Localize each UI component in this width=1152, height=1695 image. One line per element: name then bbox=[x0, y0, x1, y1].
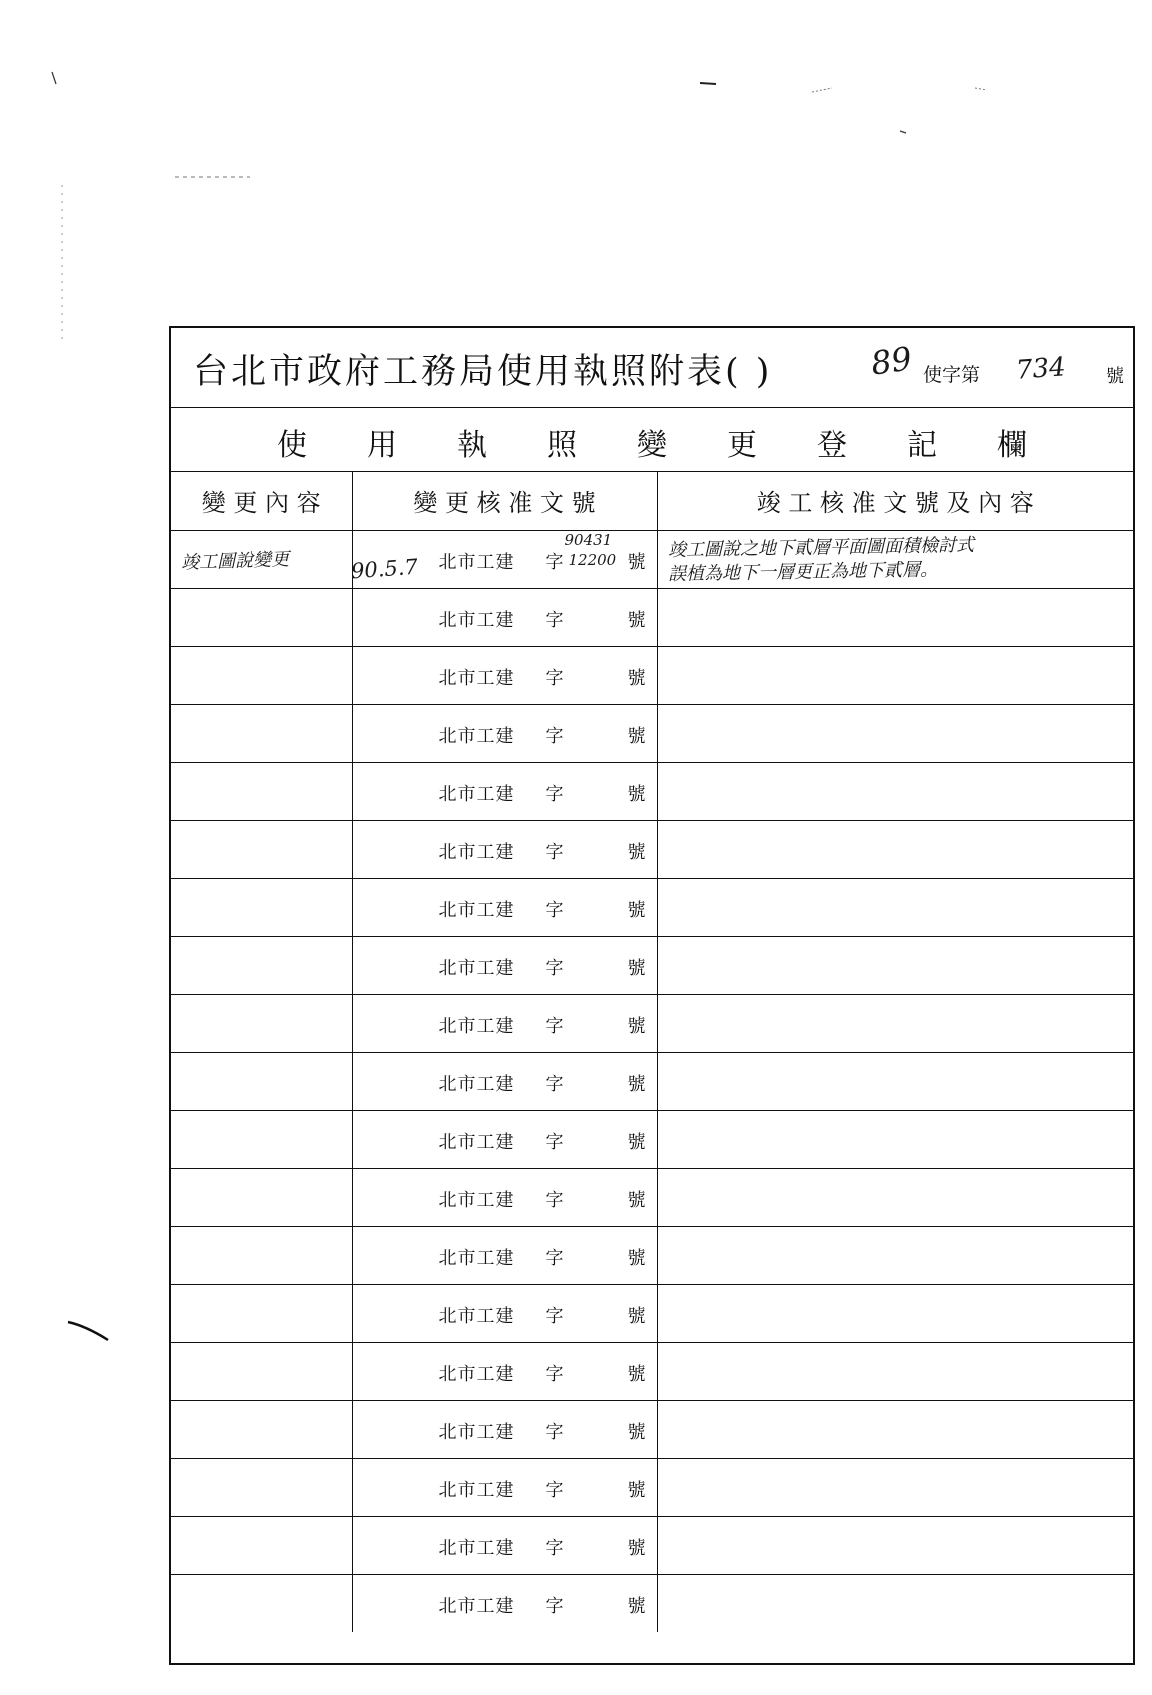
permit-year-handwritten: 89 bbox=[868, 339, 915, 383]
table-row bbox=[171, 1574, 1133, 1632]
completion-content-cell[interactable] bbox=[657, 1400, 1133, 1458]
change-content-cell[interactable] bbox=[171, 1516, 352, 1574]
approval-zi-label: 字 bbox=[545, 1015, 564, 1037]
approval-hao-label: 號 bbox=[627, 1131, 646, 1153]
completion-content-cell[interactable] bbox=[657, 588, 1133, 646]
change-content-cell[interactable] bbox=[171, 820, 352, 878]
approval-number-handwritten-1: 90431 bbox=[564, 530, 613, 549]
approval-office-label: 北市工建 bbox=[438, 1131, 515, 1153]
approval-hao-label: 號 bbox=[627, 551, 646, 573]
approval-number-cell bbox=[352, 704, 657, 762]
section-banner bbox=[171, 408, 1133, 472]
approval-hao-label: 號 bbox=[627, 1015, 646, 1037]
form-title-row bbox=[171, 328, 1133, 408]
change-content-cell[interactable] bbox=[171, 1284, 352, 1342]
approval-hao-label: 號 bbox=[627, 1421, 646, 1443]
header-change-content: 變 更 內 容 bbox=[171, 472, 352, 530]
completion-content-cell[interactable] bbox=[657, 1458, 1133, 1516]
approval-number-cell bbox=[352, 762, 657, 820]
permit-attachment-form bbox=[169, 326, 1135, 1665]
completion-content-cell[interactable] bbox=[657, 1168, 1133, 1226]
approval-office-label: 北市工建 bbox=[438, 725, 515, 747]
change-content-cell[interactable] bbox=[171, 936, 352, 994]
table-row bbox=[171, 994, 1133, 1052]
change-content-cell[interactable] bbox=[171, 588, 352, 646]
approval-number-cell bbox=[352, 1110, 657, 1168]
form-title: 台北市政府工務局使用執照附表( ) bbox=[193, 352, 773, 392]
approval-zi-label: 字 bbox=[545, 1363, 564, 1385]
approval-number-cell bbox=[352, 1516, 657, 1574]
approval-zi-label: 字 bbox=[545, 1073, 564, 1095]
approval-office-label: 北市工建 bbox=[438, 1363, 515, 1385]
change-content-cell[interactable] bbox=[171, 762, 352, 820]
completion-content-cell[interactable] bbox=[657, 994, 1133, 1052]
table-row bbox=[171, 820, 1133, 878]
completion-content-line-2: 誤植為地下一層更正為地下貳層。 bbox=[667, 559, 938, 585]
approval-office-label: 北市工建 bbox=[438, 783, 515, 805]
approval-zi-label: 字 bbox=[545, 609, 564, 631]
completion-content-cell[interactable] bbox=[657, 1516, 1133, 1574]
approval-office-label: 北市工建 bbox=[438, 957, 515, 979]
table-row bbox=[171, 1458, 1133, 1516]
approval-number-cell bbox=[352, 1400, 657, 1458]
completion-content-line-1: 竣工圖說之地下貳層平面圖面積檢討式 bbox=[667, 534, 974, 561]
approval-hao-label: 號 bbox=[627, 899, 646, 921]
table-row bbox=[171, 1052, 1133, 1110]
table-row bbox=[171, 936, 1133, 994]
approval-hao-label: 號 bbox=[627, 1537, 646, 1559]
table-header-row bbox=[171, 472, 1133, 530]
section-banner-label: 使 用 執 照 變 更 登 記 欄 bbox=[277, 428, 1027, 463]
approval-office-label: 北市工建 bbox=[438, 1421, 515, 1443]
change-content-cell[interactable] bbox=[171, 1226, 352, 1284]
completion-content-cell[interactable] bbox=[657, 878, 1133, 936]
completion-content-cell[interactable] bbox=[657, 704, 1133, 762]
approval-office-label: 北市工建 bbox=[438, 1595, 515, 1617]
change-content-cell[interactable] bbox=[171, 1574, 352, 1632]
change-content-cell[interactable] bbox=[171, 1400, 352, 1458]
approval-number-cell bbox=[352, 1458, 657, 1516]
table-row bbox=[171, 646, 1133, 704]
completion-content-cell[interactable] bbox=[657, 1110, 1133, 1168]
approval-office-label: 北市工建 bbox=[438, 1537, 515, 1559]
approval-zi-label: 字 bbox=[545, 1537, 564, 1559]
change-content-cell[interactable] bbox=[171, 878, 352, 936]
completion-content-cell[interactable] bbox=[657, 1284, 1133, 1342]
change-content-cell[interactable] bbox=[171, 1458, 352, 1516]
change-content-cell[interactable] bbox=[171, 1168, 352, 1226]
approval-hao-label: 號 bbox=[627, 1305, 646, 1327]
approval-number-cell bbox=[352, 936, 657, 994]
approval-hao-label: 號 bbox=[627, 1189, 646, 1211]
approval-hao-label: 號 bbox=[627, 725, 646, 747]
approval-zi-label: 字 bbox=[545, 783, 564, 805]
approval-zi-label: 字 bbox=[545, 841, 564, 863]
table-row bbox=[171, 762, 1133, 820]
completion-content-cell[interactable] bbox=[657, 762, 1133, 820]
approval-hao-label: 號 bbox=[627, 667, 646, 689]
approval-office-label: 北市工建 bbox=[438, 609, 515, 631]
approval-number-cell bbox=[352, 1168, 657, 1226]
approval-office-label: 北市工建 bbox=[438, 1015, 515, 1037]
table-row bbox=[171, 704, 1133, 762]
approval-hao-label: 號 bbox=[627, 957, 646, 979]
change-content-cell[interactable] bbox=[171, 646, 352, 704]
table-row bbox=[171, 1342, 1133, 1400]
approval-zi-label: 字 bbox=[545, 1479, 564, 1501]
approval-number-handwritten-2: 12200 bbox=[568, 550, 617, 569]
approval-office-label: 北市工建 bbox=[438, 1479, 515, 1501]
approval-hao-label: 號 bbox=[627, 609, 646, 631]
change-content-cell[interactable] bbox=[171, 1110, 352, 1168]
approval-number-cell bbox=[352, 994, 657, 1052]
approval-zi-label: 字 bbox=[545, 957, 564, 979]
approval-number-cell bbox=[352, 878, 657, 936]
approval-office-label: 北市工建 bbox=[438, 551, 515, 573]
approval-number-cell bbox=[352, 1284, 657, 1342]
approval-hao-label: 號 bbox=[627, 1363, 646, 1385]
approval-zi-label: 字 bbox=[545, 1189, 564, 1211]
change-content-cell[interactable] bbox=[171, 704, 352, 762]
change-content-cell bbox=[171, 530, 352, 588]
approval-number-cell bbox=[352, 1574, 657, 1632]
approval-office-label: 北市工建 bbox=[438, 1305, 515, 1327]
completion-content-cell[interactable] bbox=[657, 646, 1133, 704]
change-content-handwritten: 竣工圖說變更 bbox=[180, 549, 290, 574]
approval-number-cell bbox=[352, 820, 657, 878]
table-row bbox=[171, 530, 1133, 588]
completion-content-cell[interactable] bbox=[657, 936, 1133, 994]
approval-number-cell bbox=[352, 1052, 657, 1110]
approval-hao-label: 號 bbox=[627, 1073, 646, 1095]
completion-content-cell[interactable] bbox=[657, 1342, 1133, 1400]
table-row bbox=[171, 1284, 1133, 1342]
completion-content-cell[interactable] bbox=[657, 1226, 1133, 1284]
change-content-cell[interactable] bbox=[171, 1342, 352, 1400]
approval-zi-label: 字 bbox=[545, 1305, 564, 1327]
permit-prefix: 使字第 bbox=[923, 364, 981, 386]
approval-zi-label: 字 bbox=[545, 1421, 564, 1443]
approval-number-cell bbox=[349, 530, 657, 588]
approval-zi-label: 字 bbox=[545, 725, 564, 747]
approval-zi-label: 字 bbox=[545, 1247, 564, 1269]
header-change-approval-no: 變 更 核 准 文 號 bbox=[352, 472, 657, 530]
change-content-cell[interactable] bbox=[171, 994, 352, 1052]
approval-zi-label: 字 bbox=[545, 551, 564, 573]
approval-number-cell bbox=[352, 1342, 657, 1400]
completion-content-cell[interactable] bbox=[657, 1574, 1133, 1632]
approval-number-cell bbox=[352, 1226, 657, 1284]
approval-hao-label: 號 bbox=[627, 841, 646, 863]
approval-hao-label: 號 bbox=[627, 1247, 646, 1269]
table-row bbox=[171, 1516, 1133, 1574]
permit-number-handwritten: 734 bbox=[1015, 352, 1067, 386]
approval-hao-label: 號 bbox=[627, 783, 646, 805]
completion-content-cell[interactable] bbox=[657, 1052, 1133, 1110]
approval-office-label: 北市工建 bbox=[438, 1247, 515, 1269]
approval-office-label: 北市工建 bbox=[438, 1189, 515, 1211]
approval-zi-label: 字 bbox=[545, 899, 564, 921]
approval-office-label: 北市工建 bbox=[438, 1073, 515, 1095]
approval-office-label: 北市工建 bbox=[438, 667, 515, 689]
approval-office-label: 北市工建 bbox=[438, 841, 515, 863]
approval-zi-label: 字 bbox=[545, 667, 564, 689]
change-registration-table bbox=[171, 472, 1133, 1632]
table-row bbox=[171, 878, 1133, 936]
table-row bbox=[171, 1110, 1133, 1168]
header-completion-approval: 竣 工 核 准 文 號 及 內 容 bbox=[657, 472, 1133, 530]
approval-zi-label: 字 bbox=[545, 1131, 564, 1153]
approval-hao-label: 號 bbox=[627, 1479, 646, 1501]
table-row bbox=[171, 588, 1133, 646]
approval-hao-label: 號 bbox=[627, 1595, 646, 1617]
completion-content-cell bbox=[657, 530, 1133, 588]
change-content-cell[interactable] bbox=[171, 1052, 352, 1110]
table-row bbox=[171, 1168, 1133, 1226]
approval-number-cell bbox=[352, 588, 657, 646]
approval-number-cell bbox=[352, 646, 657, 704]
table-row bbox=[171, 1400, 1133, 1458]
completion-content-cell[interactable] bbox=[657, 820, 1133, 878]
approval-office-label: 北市工建 bbox=[438, 899, 515, 921]
table-row bbox=[171, 1226, 1133, 1284]
approval-date-handwritten: 90.5.7 bbox=[349, 554, 419, 583]
permit-suffix: 號 bbox=[1106, 366, 1124, 387]
approval-zi-label: 字 bbox=[545, 1595, 564, 1617]
